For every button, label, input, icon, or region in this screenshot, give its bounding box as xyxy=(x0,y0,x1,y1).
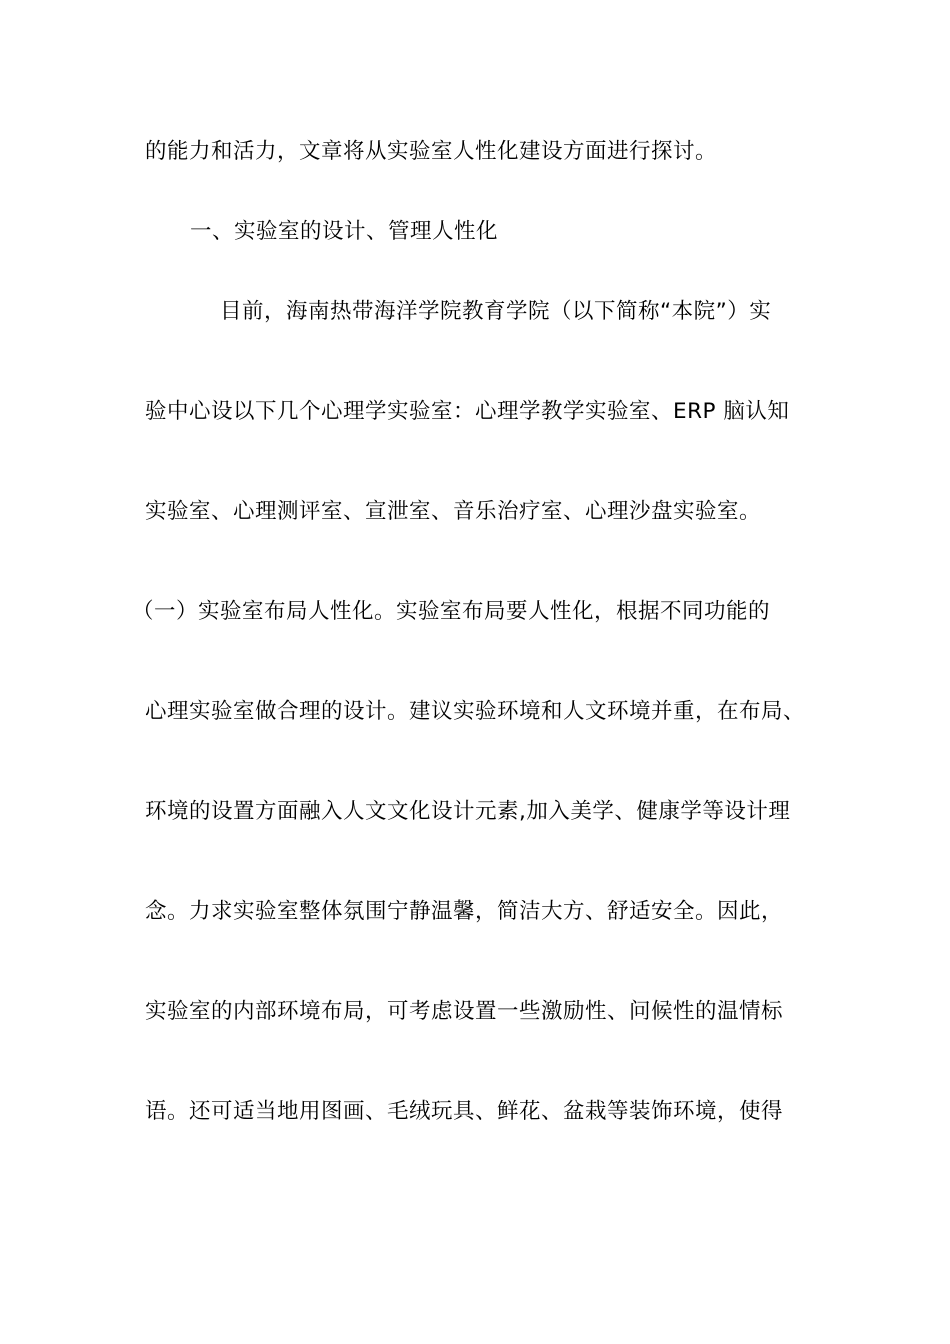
text-line: 实验室、心理测评室、宣泄室、音乐治疗室、心理沙盘实验室。 xyxy=(145,499,762,524)
text-line: 念。力求实验室整体氛围宁静温馨，简洁大方、舒适安全。因此， xyxy=(145,899,784,924)
subsection-line: （一）实验室布局人性化。实验室布局要人性化，根据不同功能的 xyxy=(132,599,771,624)
section-heading: 一、实验室的设计、管理人性化 xyxy=(190,219,499,244)
text-line: 的能力和活力，文章将从实验室人性化建设方面进行探讨。 xyxy=(145,139,718,164)
text-line: 目前，海南热带海洋学院教育学院（以下简称“本院”）实 xyxy=(220,299,772,324)
text-line: 验中心设以下几个心理学实验室：心理学教学实验室、ERP 脑认知 xyxy=(145,399,790,424)
text-line: 语。还可适当地用图画、毛绒玩具、鲜花、盆栽等装饰环境，使得 xyxy=(145,1099,784,1124)
text-line: 环境的设置方面融入人文文化设计元素,加入美学、健康学等设计理 xyxy=(145,799,791,824)
text-line: 心理实验室做合理的设计。建议实验环境和人文环境并重，在布局、 xyxy=(145,699,806,724)
text-line: 实验室的内部环境布局，可考虑设置一些激励性、问候性的温情标 xyxy=(145,999,784,1024)
